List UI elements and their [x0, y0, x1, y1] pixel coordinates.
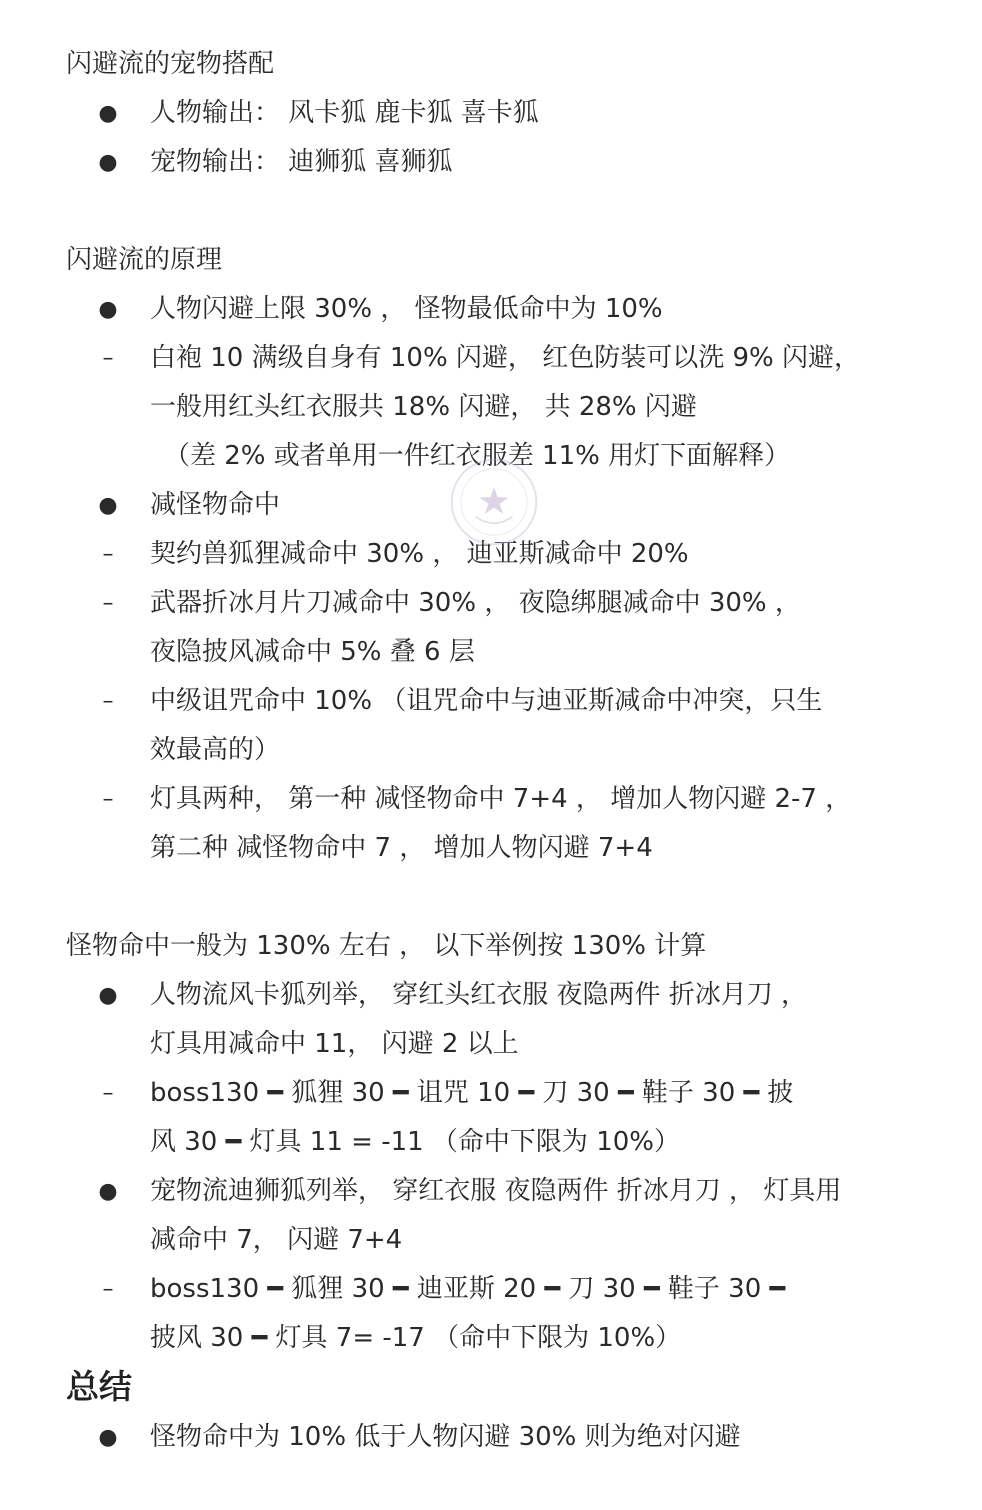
bullet-marker: ● — [98, 101, 118, 126]
sub-list-item — [66, 579, 936, 677]
list-item-text: 契约兽狐狸减命中 30% ， 迪亚斯减命中 20% — [150, 539, 689, 569]
sub-list-item — [66, 1265, 936, 1363]
dash-marker: – — [102, 346, 114, 371]
section-heading-principle: 闪避流的原理 — [66, 245, 223, 275]
bullet-marker: ● — [98, 1425, 118, 1450]
list-item-text: boss130 ━ 狐狸 30 ━ 迪亚斯 20 ━ 刀 30 ━ 鞋子 30 ━ — [150, 1274, 786, 1304]
list-item-text: 第二种 减怪物命中 7 ， 增加人物闪避 7+4 — [150, 833, 653, 863]
bullet-marker: ● — [98, 493, 118, 518]
list-item-text: 人物闪避上限 30% ， 怪物最低命中为 10% — [150, 294, 663, 324]
bullet-marker: ● — [98, 1179, 118, 1204]
bullet-marker: ● — [98, 297, 118, 322]
list-item-text: 怪物命中为 10% 低于人物闪避 30% 则为绝对闪避 — [150, 1422, 741, 1452]
list-item-text: （差 2% 或者单用一件红衣服差 11% 用灯下面解释） — [164, 441, 791, 471]
sub-list-item — [66, 775, 936, 873]
list-item-text: 披风 30 ━ 灯具 7= -17 （命中下限为 10%） — [150, 1323, 682, 1353]
section-heading-examples: 怪物命中一般为 130% 左右 ， 以下举例按 130% 计算 — [66, 931, 707, 961]
dash-marker: – — [102, 1081, 114, 1106]
list-item-text: 宠物流迪狮狐列举， 穿红衣服 夜隐两件 折冰月刀 ， 灯具用 — [150, 1176, 842, 1206]
list-item-text: 宠物输出： 迪狮狐 喜狮狐 — [150, 147, 453, 177]
dash-marker: – — [102, 1277, 114, 1302]
list-item — [66, 89, 936, 138]
list-item-text: 一般用红头红衣服共 18% 闪避， 共 28% 闪避 — [150, 392, 697, 422]
bullet-marker: ● — [98, 150, 118, 175]
list-item-text: 减怪物命中 — [150, 490, 281, 520]
spacer — [66, 873, 936, 922]
list-item — [66, 285, 936, 334]
list-item-text: 灯具用减命中 11， 闪避 2 以上 — [150, 1029, 519, 1059]
list-item-text: 武器折冰月片刀减命中 30% ， 夜隐绑腿减命中 30% ， — [150, 588, 801, 618]
bullet-marker: ● — [98, 983, 118, 1008]
list-item — [66, 1167, 936, 1265]
dash-marker: – — [102, 542, 114, 567]
sub-list-item — [66, 1069, 936, 1167]
dash-marker: – — [102, 689, 114, 714]
seal-stamp-icon — [448, 456, 540, 548]
dash-marker: – — [102, 787, 114, 812]
list-item-text: 人物输出： 风卡狐 鹿卡狐 喜卡狐 — [150, 98, 539, 128]
list-item-text: 中级诅咒命中 10% （诅咒命中与迪亚斯减命中冲突，只生 — [150, 686, 823, 716]
dash-marker: – — [102, 591, 114, 616]
list-item — [66, 138, 936, 187]
list-item-text: 白袍 10 满级自身有 10% 闪避， 红色防装可以洗 9% 闪避， — [150, 343, 860, 373]
list-item-text: 效最高的） — [150, 735, 281, 765]
list-item-text: 人物流风卡狐列举， 穿红头红衣服 夜隐两件 折冰月刀 ， — [150, 980, 808, 1010]
document-body — [66, 40, 936, 1462]
list-item — [66, 971, 936, 1069]
list-item-text: 夜隐披风减命中 5% 叠 6 层 — [150, 637, 475, 667]
list-item-text: boss130 ━ 狐狸 30 ━ 诅咒 10 ━ 刀 30 ━ 鞋子 30 ━ 披 — [150, 1078, 794, 1108]
sub-list-item — [66, 677, 936, 775]
list-item-text: 风 30 ━ 灯具 11 = -11 （命中下限为 10%） — [150, 1127, 680, 1157]
list-item — [66, 1413, 936, 1462]
list-item-text: 减命中 7， 闪避 7+4 — [150, 1225, 403, 1255]
spacer — [66, 187, 936, 236]
section-heading-pet-combo: 闪避流的宠物搭配 — [66, 49, 275, 79]
list-item-text: 灯具两种， 第一种 减怪物命中 7+4 ， 增加人物闪避 2-7 ， — [150, 784, 852, 814]
summary-title: 总结 — [66, 1367, 132, 1406]
